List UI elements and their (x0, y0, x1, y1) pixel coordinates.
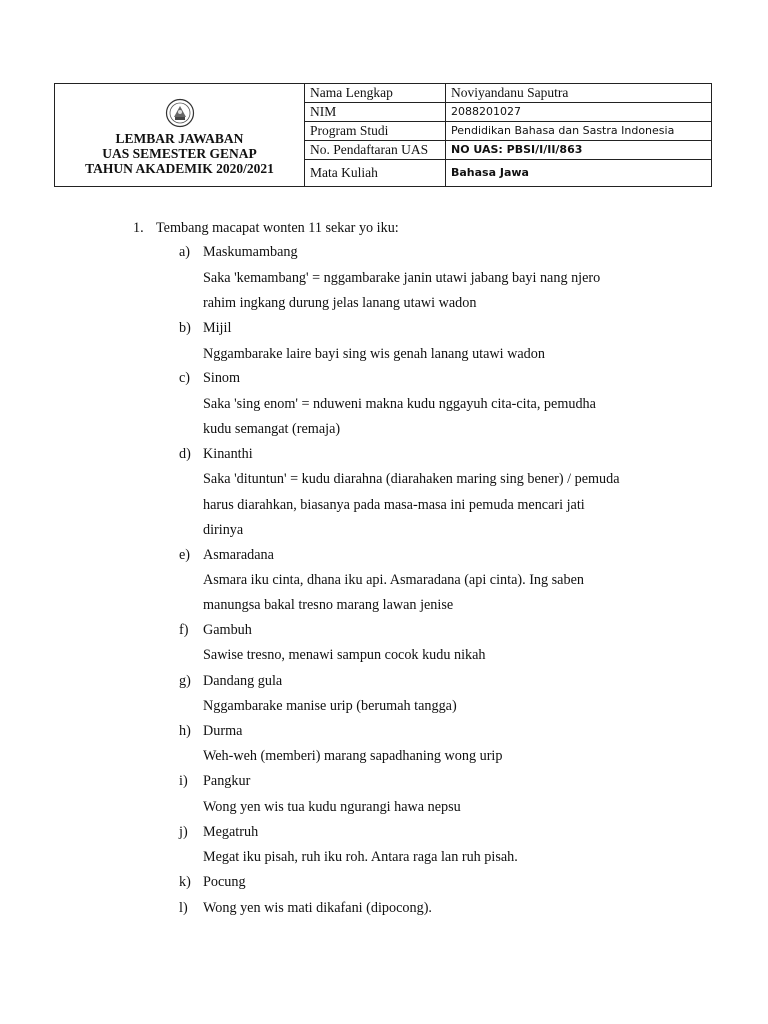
item-desc: Nggambarake manise urip (berumah tangga) (203, 698, 457, 714)
header-info-table (305, 84, 711, 186)
info-value: NO UAS: PBSI/I/II/863 (451, 143, 583, 157)
item-name: Gambuh (203, 622, 252, 638)
info-row-name (305, 84, 711, 103)
item-marker: g) (179, 673, 191, 689)
item-name: Wong yen wis mati dikafani (dipocong). (203, 900, 432, 916)
item-name: Pocung (203, 874, 246, 890)
info-row-nim (305, 103, 711, 122)
item-marker: d) (179, 446, 191, 462)
item-name: Sinom (203, 370, 241, 386)
item-marker: k) (179, 874, 191, 890)
info-label: Nama Lengkap (305, 84, 446, 102)
info-label: No. Pendaftaran UAS (305, 141, 446, 159)
item-marker: e) (179, 547, 191, 563)
item-desc: rahim ingkang durung jelas lanang utawi wadon (203, 295, 477, 311)
header-title-line: TAHUN AKADEMIK 2020/2021 (85, 161, 274, 176)
item-name: Durma (203, 723, 243, 739)
info-value: Pendidikan Bahasa dan Sastra Indonesia (451, 124, 675, 138)
item-marker: c) (179, 370, 191, 386)
item-marker: i) (179, 773, 188, 789)
item-desc: Weh-weh (memberi) marang sapadhaning wong urip (203, 748, 503, 764)
item-name: Megatruh (203, 824, 259, 840)
item-marker: f) (179, 622, 189, 638)
item-desc: Wong yen wis tua kudu ngurangi hawa nepsu (203, 799, 461, 815)
item-desc: kudu semangat (remaja) (203, 421, 341, 437)
header-title-line: UAS SEMESTER GENAP (102, 146, 257, 161)
item-marker: j) (179, 824, 188, 840)
item-marker: b) (179, 320, 191, 336)
item-desc: Saka 'sing enom' = nduweni makna kudu nggayuh cita-cita, pemudha (203, 396, 596, 412)
info-label: Mata Kuliah (305, 160, 446, 186)
item-desc: Megat iku pisah, ruh iku roh. Antara raga lan ruh pisah. (203, 849, 518, 865)
answer-intro: Tembang macapat wonten 11 sekar yo iku: (156, 220, 399, 236)
item-name: Dandang gula (203, 673, 283, 689)
info-row-course (305, 160, 711, 186)
item-desc: Asmara iku cinta, dhana iku api. Asmaradana (api cinta). Ing saben (203, 572, 584, 588)
header-table (54, 83, 712, 187)
item-name: Maskumambang (203, 244, 298, 260)
item-name: Kinanthi (203, 446, 253, 462)
item-marker: h) (179, 723, 191, 739)
item-name: Asmaradana (203, 547, 274, 563)
info-row-registration (305, 141, 711, 160)
question-number: 1. (133, 220, 144, 236)
header-title-block (55, 84, 305, 186)
item-desc: Saka 'kemambang' = nggambarake janin utawi jabang bayi nang njero (203, 270, 601, 286)
item-marker: l) (179, 900, 188, 916)
item-desc: dirinya (203, 522, 244, 538)
info-label: NIM (305, 103, 446, 121)
header-title-line: LEMBAR JAWABAN (115, 131, 244, 146)
item-desc: harus diarahkan, biasanya pada masa-masa ini pemuda mencari jati (203, 497, 585, 513)
university-seal-icon (165, 98, 195, 128)
item-name: Pangkur (203, 773, 251, 789)
item-desc: Saka 'dituntun' = kudu diarahna (diarahaken maring sing bener) / pemuda (203, 471, 620, 487)
item-name: Mijil (203, 320, 232, 336)
item-desc: manungsa bakal tresno marang lawan jenise (203, 597, 454, 613)
info-row-program (305, 122, 711, 141)
info-value: Noviyandanu Saputra (451, 84, 569, 100)
info-label: Program Studi (305, 122, 446, 140)
info-value: Bahasa Jawa (451, 166, 529, 180)
item-marker: a) (179, 244, 191, 260)
info-value: 2088201027 (451, 105, 521, 119)
item-desc: Sawise tresno, menawi sampun cocok kudu nikah (203, 647, 486, 663)
item-desc: Nggambarake laire bayi sing wis genah lanang utawi wadon (203, 346, 545, 362)
